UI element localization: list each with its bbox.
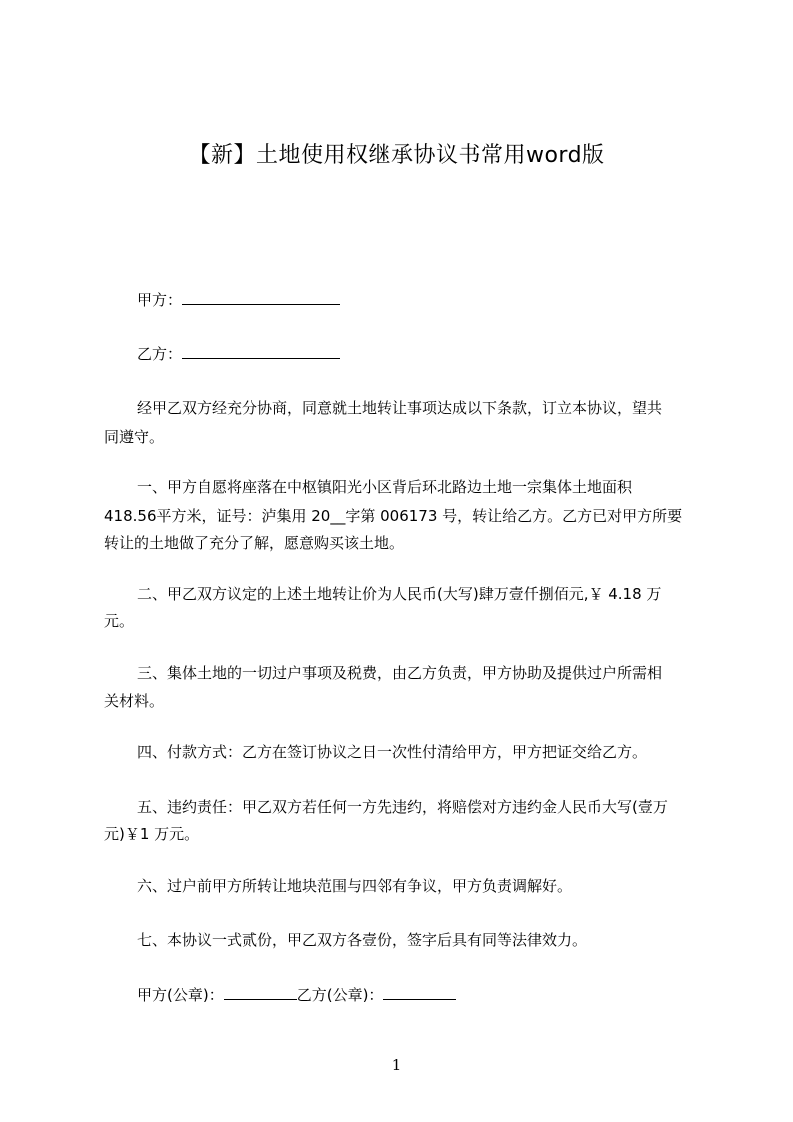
preamble-line-2: 同遵守。 xyxy=(104,428,165,446)
party-b-label: 乙方： xyxy=(137,345,183,363)
signature-line xyxy=(104,981,737,1010)
clause-5-line-2: 元)￥1 万元。 xyxy=(104,825,200,843)
party-a-line xyxy=(104,286,737,315)
party-b-blank xyxy=(182,344,340,359)
party-b-line xyxy=(104,340,737,369)
clause-3-line-2: 关材料。 xyxy=(104,692,165,710)
signature-a-label: 甲方(公章)： xyxy=(137,986,224,1004)
clause-7: 七、本协议一式贰份，甲乙双方各壹份，签字后具有同等法律效力。 xyxy=(137,931,588,949)
page-number: 1 xyxy=(391,1056,402,1074)
clause-4: 四、付款方式：乙方在签订协议之日一次性付清给甲方，甲方把证交给乙方。 xyxy=(137,743,648,761)
clause-1-line-1: 一、甲方自愿将座落在中枢镇阳光小区背后环北路边土地一宗集体土地面积 xyxy=(137,478,633,496)
preamble-line-1: 经甲乙双方经充分协商，同意就土地转让事项达成以下条款，订立本协议，望共 xyxy=(137,399,663,417)
clause-6: 六、过户前甲方所转让地块范围与四邻有争议，甲方负责调解好。 xyxy=(137,877,573,895)
clause-1-line-2: 418.56平方米，证号：泸集用 20__字第 006173 号，转让给乙方。乙方已对甲方所要 xyxy=(104,507,683,525)
clause-2-line-1: 二、甲乙双方议定的上述土地转让价为人民币(大写)肆万壹仟捌佰元,￥ 4.18 万 xyxy=(137,585,662,603)
signature-a-blank xyxy=(224,985,297,1000)
clause-1-line-3: 转让的土地做了充分了解，愿意购买该土地。 xyxy=(104,534,405,552)
document-title: 【新】土地使用权继承协议书常用word版 xyxy=(188,143,605,168)
party-a-label: 甲方： xyxy=(137,291,183,309)
party-a-blank xyxy=(182,290,340,305)
signature-b-blank xyxy=(383,985,456,1000)
clause-3-line-1: 三、集体土地的一切过户事项及税费，由乙方负责，甲方协助及提供过户所需相 xyxy=(137,664,663,682)
clause-2-line-2: 元。 xyxy=(104,612,135,630)
clause-5-line-1: 五、违约责任：甲乙双方若任何一方先违约，将赔偿对方违约金人民币大写(壹万 xyxy=(137,798,668,816)
signature-b-label: 乙方(公章)： xyxy=(296,986,384,1004)
